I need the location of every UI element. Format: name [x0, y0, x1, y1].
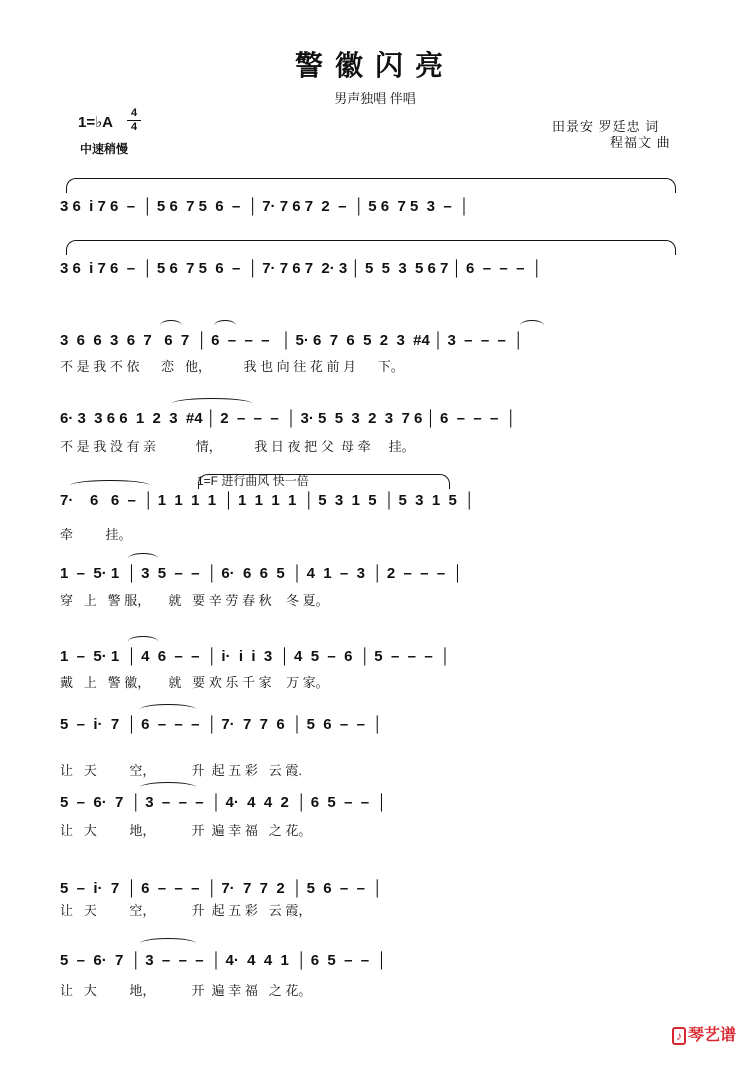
notation-line: 1 – 5· 1 │ 3 5 – – │ 6· 6 6 5 │ 4 1 – 3 │ 2 – – – │: [60, 565, 463, 582]
time-signature: [127, 108, 141, 133]
score-subtitle: 男声独唱 伴唱: [334, 91, 416, 106]
tempo-change: [197, 472, 309, 489]
tempo-change-key: 1=F: [197, 474, 219, 488]
lyrics-line: 让 大 地， 开 遍 幸 福 之 花。: [60, 983, 312, 998]
note-slur: [140, 938, 196, 949]
phrase-slur: [66, 240, 676, 255]
note-slur: [520, 320, 544, 331]
lyrics-line: 让 大 地， 开 遍 幸 福 之 花。: [60, 823, 312, 838]
score-row-4: [60, 410, 700, 438]
score-row-9: [60, 794, 700, 822]
note-slur: [70, 480, 150, 491]
notation-line: 1 – 5· 1 │ 4 6 – – │ i· i i 3 │ 4 5 – 6 │ 5 – – – │: [60, 648, 451, 665]
note-slur: [128, 553, 158, 564]
tempo-marking: 中速稍慢: [80, 142, 129, 156]
notation-line: 7· 6 6 – │ 1 1 1 1 │ 1 1 1 1 │ 5 3 1 5 │ 5 3 1 5 │: [60, 492, 475, 509]
notation-line: 5 – i· 7 │ 6 – – – │ 7· 7 7 6 │ 5 6 – – │: [60, 716, 383, 733]
note-slur: [140, 704, 196, 715]
lyrics-line: 戴 上 警 徽， 就 要 欢 乐 千 家 万 家。: [60, 675, 329, 690]
meter-bottom: 4: [130, 121, 138, 133]
meter-top: 4: [130, 107, 138, 119]
score-row-8: [60, 716, 700, 744]
score-row-1: [60, 198, 700, 226]
lyrics-line: 不 是 我 没 有 亲 情， 我 日 夜 把 父 母 牵 挂。: [60, 439, 415, 454]
logo-text: 琴艺谱: [687, 1027, 736, 1044]
lyrics-line: 让 天 空， 升 起 五 彩 云 霞，: [60, 903, 312, 918]
notation-line: 6· 3 3 6 6 1 2 3 #4 │ 2 – – – │ 3· 5 5 3 2 3 7 6 │ 6 – – – │: [60, 410, 517, 427]
lyrics-line: 穿 上 警 服， 就 要 辛 劳 春 秋 冬 夏。: [60, 593, 329, 608]
lyricist-credit: 田景安 罗廷忠 词: [552, 119, 660, 134]
lyrics-line: 牵 挂。: [60, 527, 132, 542]
score-row-2: [60, 260, 700, 288]
score-row-5: [60, 492, 700, 520]
note-slur: [214, 320, 236, 331]
composer-credit: 程福文 曲: [610, 135, 671, 150]
key-signature: 1=♭A: [78, 114, 114, 131]
note-slur: [172, 398, 252, 409]
lyrics-line: 不 是 我 不 依 恋 他， 我 也 向 往 花 前 月 下。: [60, 359, 404, 374]
score-row-11: [60, 952, 700, 980]
note-slur: [160, 320, 182, 331]
note-slur: [140, 782, 196, 793]
score-row-6: [60, 565, 700, 593]
logo-icon: ♪: [672, 1027, 686, 1045]
site-logo: [672, 1022, 736, 1045]
notation-line: 3 6 i 7 6 – │ 5 6 7 5 6 – │ 7· 7 6 7 2· 3 │ 5 5 3 5 6 7 │ 6 – – – │: [60, 260, 543, 277]
notation-line: 5 – 6· 7 │ 3 – – – │ 4· 4 4 1 │ 6 5 – – │: [60, 952, 387, 969]
notation-line: 3 6 6 3 6 7 6 7 │ 6 – – – │ 5· 6 7 6 5 2 3 #4 │ 3 – – – │: [60, 332, 524, 349]
tempo-change-text: 进行曲风 快一倍: [221, 474, 309, 488]
lyrics-line: 让 天 空， 升 起 五 彩 云 霞.: [60, 763, 302, 778]
score-title: 警徽闪亮: [294, 50, 455, 81]
phrase-slur: [66, 178, 676, 193]
notation-line: 5 – 6· 7 │ 3 – – – │ 4· 4 4 2 │ 6 5 – – │: [60, 794, 387, 811]
note-slur: [128, 636, 158, 647]
notation-line: 3 6 i 7 6 – │ 5 6 7 5 6 – │ 7· 7 6 7 2 – │ 5 6 7 5 3 – │: [60, 198, 470, 215]
notation-line: 5 – i· 7 │ 6 – – – │ 7· 7 7 2 │ 5 6 – – │: [60, 880, 383, 897]
